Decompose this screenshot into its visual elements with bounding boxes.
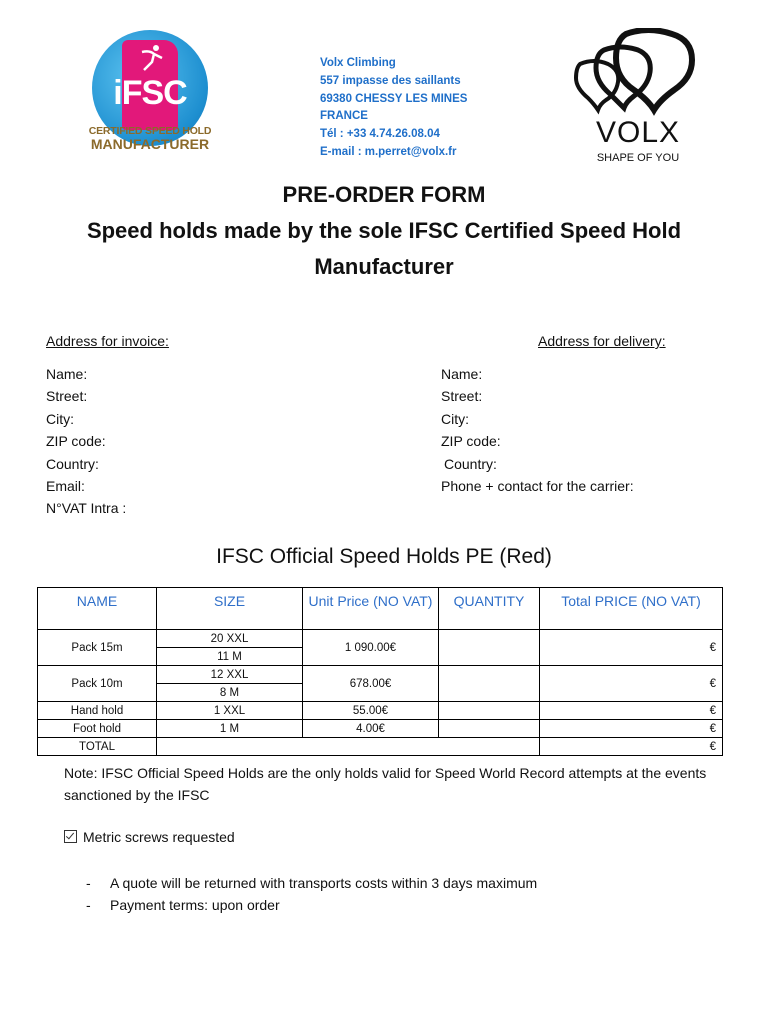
ifsc-certified-line1: CERTIFIED SPEED HOLD bbox=[88, 125, 212, 137]
row-name: Foot hold bbox=[38, 720, 157, 738]
row-quantity-input[interactable] bbox=[439, 720, 540, 738]
invoice-address-heading: Address for invoice: bbox=[46, 333, 169, 349]
delivery-fields bbox=[441, 363, 634, 497]
invoice-name-label[interactable]: Name: bbox=[46, 366, 88, 382]
row-unit-price: 678.00€ bbox=[303, 666, 439, 702]
checkbox-checked-icon[interactable] bbox=[64, 830, 77, 843]
row-total: € bbox=[540, 720, 723, 738]
row-size: 11 M bbox=[157, 648, 303, 666]
row-name: Pack 10m bbox=[38, 666, 157, 702]
invoice-city-label[interactable]: City: bbox=[46, 410, 74, 427]
col-header-quantity: QUANTITY bbox=[439, 588, 540, 630]
row-total: € bbox=[540, 702, 723, 720]
delivery-name-label[interactable]: Name: bbox=[441, 366, 483, 382]
invoice-zip-label[interactable]: ZIP code: bbox=[46, 433, 106, 450]
row-total: € bbox=[540, 666, 723, 702]
ifsc-certified-line2: MANUFACTURER bbox=[90, 136, 210, 153]
list-item bbox=[86, 897, 280, 913]
company-city: 69380 CHESSY LES MINES bbox=[320, 92, 468, 105]
row-total: € bbox=[540, 630, 723, 666]
total-spacer bbox=[157, 738, 540, 756]
table-row bbox=[38, 666, 723, 684]
row-size: 1 M bbox=[157, 720, 303, 738]
row-size: 8 M bbox=[157, 684, 303, 702]
col-header-total-price: Total PRICE (NO VAT) bbox=[540, 588, 723, 630]
row-quantity-input[interactable] bbox=[439, 702, 540, 720]
delivery-address-heading: Address for delivery: bbox=[538, 333, 666, 349]
dash-icon: - bbox=[86, 875, 91, 891]
company-street: 557 impasse des saillants bbox=[320, 74, 461, 87]
col-header-unit-price: Unit Price (NO VAT) bbox=[303, 588, 439, 630]
form-subtitle-line1: Speed holds made by the sole IFSC Certified Speed Hold bbox=[86, 218, 682, 243]
company-address bbox=[320, 55, 467, 162]
company-email[interactable]: E-mail : m.perret@volx.fr bbox=[320, 145, 457, 158]
note-text: Note: IFSC Official Speed Holds are the only holds valid for Speed World Record attempts at the events sanctioned by the IFSC bbox=[64, 765, 707, 803]
total-value: € bbox=[540, 738, 723, 756]
table-total-row bbox=[38, 738, 723, 756]
row-name: Pack 15m bbox=[38, 630, 157, 666]
climber-icon bbox=[138, 44, 164, 74]
metric-screws-label: Metric screws requested bbox=[83, 829, 235, 845]
metric-screws-option[interactable] bbox=[64, 829, 235, 845]
form-title: PRE-ORDER FORM bbox=[282, 182, 486, 207]
invoice-email-label[interactable]: Email: bbox=[46, 478, 85, 495]
volx-tagline: SHAPE OF YOU bbox=[596, 152, 680, 164]
row-quantity-input[interactable] bbox=[439, 630, 540, 666]
section-title: IFSC Official Speed Holds PE (Red) bbox=[216, 545, 552, 568]
ifsc-logo-text: iFSC bbox=[113, 74, 187, 112]
total-label: TOTAL bbox=[38, 738, 157, 756]
volx-mark-icon bbox=[568, 28, 708, 118]
bullet-text: Payment terms: upon order bbox=[110, 897, 280, 913]
col-header-name: NAME bbox=[38, 588, 157, 630]
delivery-phone-label[interactable]: Phone + contact for the carrier: bbox=[441, 478, 634, 495]
form-subtitle-line2: Manufacturer bbox=[314, 254, 454, 279]
table-header-row bbox=[38, 588, 723, 630]
row-size: 1 XXL bbox=[157, 702, 303, 720]
ifsc-certified-text bbox=[88, 126, 212, 152]
company-name: Volx Climbing bbox=[320, 57, 396, 69]
delivery-street-label[interactable]: Street: bbox=[441, 388, 483, 405]
col-header-size: SIZE bbox=[157, 588, 303, 630]
volx-logo bbox=[568, 28, 708, 168]
volx-wordmark: VOLX bbox=[595, 116, 681, 149]
table-row bbox=[38, 630, 723, 648]
row-unit-price: 1 090.00€ bbox=[303, 630, 439, 666]
invoice-vat-label[interactable]: N°VAT Intra : bbox=[46, 500, 127, 517]
bullet-text: A quote will be returned with transports costs within 3 days maximum bbox=[110, 875, 538, 891]
invoice-country-label[interactable]: Country: bbox=[46, 455, 99, 472]
company-phone: Tél : +33 4.74.26.08.04 bbox=[320, 128, 440, 141]
price-table bbox=[37, 587, 723, 756]
row-unit-price: 4.00€ bbox=[303, 720, 439, 738]
delivery-zip-label[interactable]: ZIP code: bbox=[441, 433, 501, 450]
dash-icon: - bbox=[86, 897, 91, 913]
delivery-country-label[interactable]: Country: bbox=[444, 455, 497, 472]
row-unit-price: 55.00€ bbox=[303, 702, 439, 720]
list-item bbox=[86, 875, 537, 891]
row-name: Hand hold bbox=[38, 702, 157, 720]
row-size: 12 XXL bbox=[157, 666, 303, 684]
company-country: FRANCE bbox=[320, 110, 368, 123]
table-row bbox=[38, 702, 723, 720]
table-row bbox=[38, 720, 723, 738]
row-quantity-input[interactable] bbox=[439, 666, 540, 702]
ifsc-logo bbox=[88, 26, 212, 160]
delivery-city-label[interactable]: City: bbox=[441, 410, 469, 427]
invoice-fields bbox=[46, 363, 126, 520]
invoice-street-label[interactable]: Street: bbox=[46, 388, 88, 405]
row-size: 20 XXL bbox=[157, 630, 303, 648]
